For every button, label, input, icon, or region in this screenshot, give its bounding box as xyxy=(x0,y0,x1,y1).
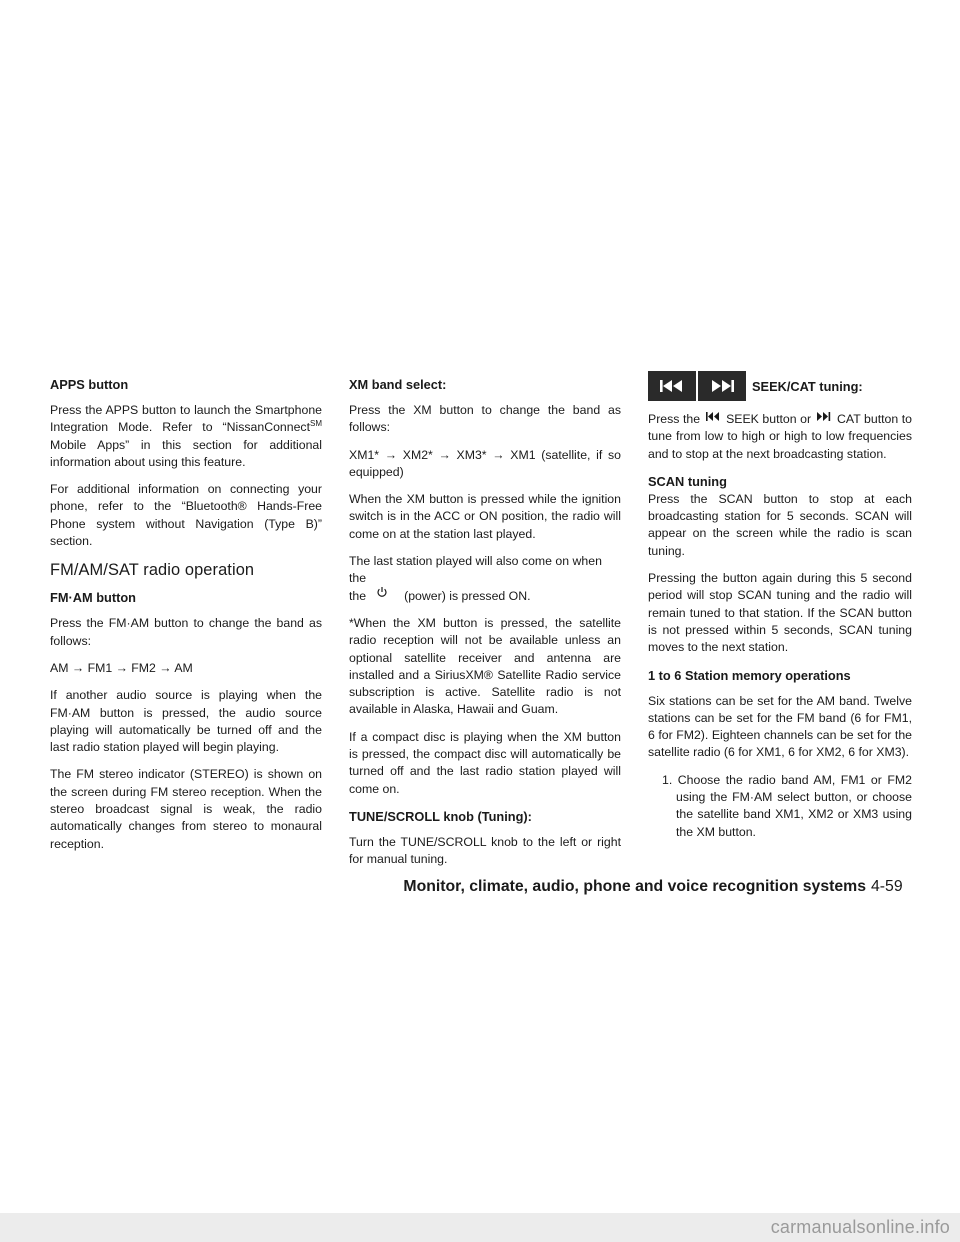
fmam-paragraph-3: The FM stereo indicator (STEREO) is shown on the screen during FM stereo reception. When the stereo broadcast signal is weak, the radio automatically changes from stereo to monaural reception. xyxy=(50,767,322,851)
fmam-paragraph-1: Press the FM·AM button to change the band as follows: xyxy=(50,616,322,648)
xm-band-sequence: XM1* → XM2* → XM3* → XM1 (satellite, if so equipped) xyxy=(349,447,621,479)
scan-paragraph-2: Pressing the button again during this 5 second period will stop SCAN tuning and the radio will remain tuned to that station. If the SCAN button is not pressed within 5 seconds, SCAN tuning moves to the next station. xyxy=(648,571,912,655)
seek-p1-text-end: CAT button to tune from low to high or high to low frequencies and to stop at the next broadcasting station. xyxy=(648,412,912,461)
memory-paragraph-1: Six stations can be set for the AM band. Twelve stations can be set for the FM band (6 for FM1, 6 for FM2). Eighteen channels can be set for the satellite radio (6 for XM1, 6 for XM2, 6 for XM3). xyxy=(648,693,912,760)
watermark-text: carmanualsonline.info xyxy=(770,1217,950,1237)
seek-cat-heading: SEEK/CAT tuning: xyxy=(752,378,863,394)
section-title: FM/AM/SAT radio operation xyxy=(50,561,255,580)
apps-paragraph-2: For additional information on connecting your phone, refer to the “Bluetooth® Hands-Free Phone system without Navigation (Type B)” section. xyxy=(50,482,322,549)
cat-forward-inline-icon xyxy=(817,412,831,421)
scan-paragraph-1: Press the SCAN button to stop at each broadcasting station for 5 seconds. SCAN will appear on the screen while the radio is scan tuning. xyxy=(648,491,912,558)
power-text-pre: the xyxy=(349,588,367,603)
xm-paragraph-2: When the XM button is pressed while the ignition switch is in the ACC or ON position, the radio will come on at the station last played. xyxy=(349,492,621,541)
service-mark: SM xyxy=(310,419,322,429)
xm-paragraph-4: *When the XM button is pressed, the satellite radio reception will not be available unless an optional satellite receiver and antenna are installed and a SiriusXM® Satellite Radio service subscription is active. Satellite radio is not available in Alaska, Hawaii and Guam. xyxy=(349,615,621,717)
fmam-button-heading: FM·AM button xyxy=(50,590,136,606)
xm-paragraph-3 xyxy=(349,553,621,605)
scan-tuning-heading: SCAN tuning xyxy=(648,473,727,489)
seek-paragraph-1 xyxy=(648,411,912,463)
page-footer xyxy=(0,878,960,900)
seek-p1-text-mid: SEEK button or xyxy=(726,412,812,426)
seek-back-inline-icon xyxy=(706,412,720,421)
skip-back-icon xyxy=(648,371,696,401)
memory-step-1: 1. Choose the radio band AM, FM1 or FM2 using the FM·AM select button, or choose the satellite band XM1, XM2 or XM3 using the XM button. xyxy=(662,772,912,839)
skip-forward-icon xyxy=(698,371,746,401)
xm-p3-text: The last station played will also come on when the xyxy=(349,554,602,586)
fmam-paragraph-2: If another audio source is playing when the FM·AM button is pressed, the audio source playing will automatically be turned off and the last radio station played will begin playing. xyxy=(50,688,322,755)
apps-p1-text-cont: Mobile Apps” in this section for additional information about using this feature. xyxy=(50,437,322,469)
column-left xyxy=(50,376,322,863)
apps-button-heading: APPS button xyxy=(50,377,129,392)
tune-paragraph-1: Turn the TUNE/SCROLL knob to the left or right for manual tuning. xyxy=(349,834,621,867)
tune-knob-heading: TUNE/SCROLL knob (Tuning): xyxy=(349,808,532,824)
page-number: 4-59 xyxy=(871,878,903,895)
seek-cat-heading-row xyxy=(648,371,912,401)
power-icon xyxy=(376,586,388,598)
fmam-band-sequence: AM → FM1 → FM2 → AM xyxy=(50,660,193,675)
apps-paragraph-1 xyxy=(50,402,322,471)
xm-p3-text-cont: (power) is pressed ON. xyxy=(404,588,531,603)
column-middle xyxy=(349,376,621,879)
xm-paragraph-5: If a compact disc is playing when the XM button is pressed, the compact disc will automatically be turned off and the last radio station played will come on. xyxy=(349,729,621,796)
xm-band-heading: XM band select: xyxy=(349,377,447,392)
chapter-title: Monitor, climate, audio, phone and voice recognition systems xyxy=(403,878,866,895)
xm-paragraph-1: Press the XM button to change the band as follows: xyxy=(349,403,621,435)
column-right xyxy=(648,376,912,851)
seek-p1-text: Press the xyxy=(648,412,701,426)
apps-p1-text: Press the APPS button to launch the Smartphone Integration Mode. Refer to “NissanConnect xyxy=(50,403,322,435)
watermark-band xyxy=(0,1213,960,1242)
memory-heading: 1 to 6 Station memory operations xyxy=(648,667,851,683)
